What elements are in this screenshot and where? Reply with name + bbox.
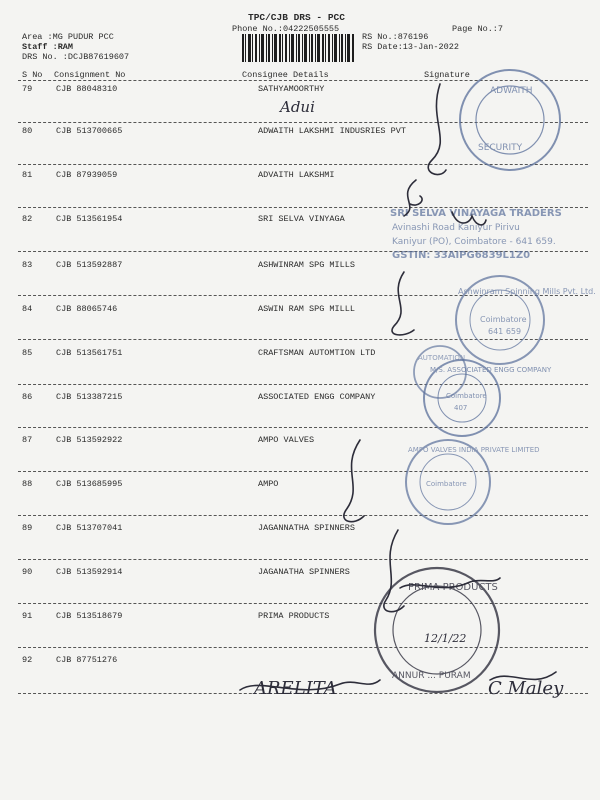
- row-divider: [18, 207, 588, 208]
- table-row: [0, 214, 600, 228]
- ashwinram-stamp-line1: Ashwinram Spinning Mills Pvt. Ltd.: [458, 287, 596, 296]
- row-consignment: CJB 513592887: [56, 260, 123, 270]
- row-consignment: CJB 513700665: [56, 126, 123, 136]
- signature-row81: [404, 180, 422, 216]
- barcode: [242, 34, 354, 62]
- selva-stamp-line3: Kaniyur (PO), Coimbatore - 641 659.: [392, 237, 556, 247]
- associated-stamp-line2: Coimbatore: [446, 392, 487, 400]
- row-sno: 85: [22, 348, 33, 358]
- row-sno: 91: [22, 611, 33, 621]
- row-divider: [18, 471, 588, 472]
- table-row: [0, 479, 600, 493]
- handwriting-row92-left: ARELITA: [254, 678, 337, 699]
- page-number: Page No.:7: [452, 24, 504, 34]
- row-divider: [18, 122, 588, 123]
- table-row: [0, 392, 600, 406]
- row-divider: [18, 693, 588, 694]
- associated-stamp-line3: 407: [454, 404, 468, 412]
- selva-stamp-line2: Avinashi Road Kaniyur Pirivu: [392, 223, 520, 233]
- row-divider: [18, 559, 588, 560]
- row-divider: [18, 295, 588, 296]
- row-consignee: ADWAITH LAKSHMI INDUSRIES PVT: [258, 126, 406, 136]
- row-consignee: PRIMA PRODUCTS: [258, 611, 330, 621]
- row-divider: [18, 647, 588, 648]
- row-consignment: CJB 513387215: [56, 392, 123, 402]
- row-consignee: CRAFTSMAN AUTOMTION LTD: [258, 348, 376, 358]
- row-consignment: CJB 513707041: [56, 523, 123, 533]
- area-label: Area :MG PUDUR PCC: [22, 32, 114, 42]
- row-consignee: ASWIN RAM SPG MILLL: [258, 304, 355, 314]
- prima-products-stamp: [375, 568, 499, 692]
- column-header-consignment: Consignment No: [54, 70, 126, 80]
- row-divider: [18, 515, 588, 516]
- rs-date: RS Date:13-Jan-2022: [362, 42, 459, 52]
- row-divider: [18, 384, 588, 385]
- row-consignee: AMPO: [258, 479, 279, 489]
- ampo-stamp-text: AMPO VALVES INDIA PRIVATE LIMITED: [408, 446, 540, 454]
- row-sno: 92: [22, 655, 33, 665]
- row-consignee: ADVAITH LAKSHMI: [258, 170, 335, 180]
- column-header-signature: Signature: [424, 70, 470, 80]
- table-row: [0, 611, 600, 625]
- row-consignment: CJB 513561954: [56, 214, 123, 224]
- table-row: [0, 260, 600, 274]
- craftsman-stamp-text: AUTOMATION: [418, 354, 466, 362]
- table-row: [0, 523, 600, 537]
- ampo-stamp-city: Coimbatore: [426, 480, 467, 488]
- row-consignment: CJB 513561751: [56, 348, 123, 358]
- prima-stamp-place: ANNUR ... PURAM: [392, 671, 471, 681]
- row-consignee: ASSOCIATED ENGG COMPANY: [258, 392, 376, 402]
- ashwinram-stamp-line3: 641 659: [488, 327, 522, 336]
- sheet-title: TPC/CJB DRS - PCC: [248, 12, 345, 23]
- row-sno: 81: [22, 170, 33, 180]
- row-consignment: CJB 513592922: [56, 435, 123, 445]
- row-consignee: ASHWINRAM SPG MILLS: [258, 260, 355, 270]
- row-consignment: CJB 513592914: [56, 567, 123, 577]
- table-row: [0, 655, 600, 669]
- phone-number: Phone No.:04222505555: [232, 24, 340, 34]
- row-sno: 87: [22, 435, 33, 445]
- security-stamp-text: SECURITY: [478, 143, 523, 153]
- row-consignee: AMPO VALVES: [258, 435, 315, 445]
- row-sno: 79: [22, 84, 33, 94]
- row-sno: 84: [22, 304, 33, 314]
- table-row: [0, 170, 600, 184]
- signature-row92-right: [490, 672, 556, 680]
- row-consignment: CJB 513518679: [56, 611, 123, 621]
- table-row: [0, 304, 600, 318]
- selva-stamp-gstin: GSTIN: 33AIPG6839L1Z0: [392, 250, 531, 261]
- row-divider: [18, 603, 588, 604]
- row-sno: 90: [22, 567, 33, 577]
- row-consignee: SATHYAMOORTHY: [258, 84, 325, 94]
- rs-number: RS No.:876196: [362, 32, 429, 42]
- column-header-consignee: Consignee Details: [242, 70, 329, 80]
- row-sno: 80: [22, 126, 33, 136]
- row-consignment: CJB 87939059: [56, 170, 118, 180]
- row-divider: [18, 427, 588, 428]
- column-header-sno: S No: [22, 70, 43, 80]
- drs-number: DRS No. :DCJB87619607: [22, 52, 130, 62]
- row-sno: 83: [22, 260, 33, 270]
- signature-row92-left: [240, 680, 380, 690]
- ashwinram-stamp-line2: Coimbatore: [480, 315, 527, 324]
- row-sno: 89: [22, 523, 33, 533]
- row-divider: [18, 164, 588, 165]
- row-consignee: JAGANATHA SPINNERS: [258, 567, 350, 577]
- adwaith-stamp-text: ADWAITH: [490, 86, 533, 96]
- row-sno: 82: [22, 214, 33, 224]
- table-row: [0, 567, 600, 581]
- handwriting-row91-date: 12/1/22: [424, 632, 467, 645]
- header-divider: [18, 80, 588, 81]
- row-sno: 88: [22, 479, 33, 489]
- row-consignee: SRI SELVA VINYAGA: [258, 214, 345, 224]
- row-divider: [18, 251, 588, 252]
- row-sno: 86: [22, 392, 33, 402]
- table-row: [0, 348, 600, 362]
- row-consignment: CJB 513685995: [56, 479, 123, 489]
- table-row: [0, 435, 600, 449]
- prima-stamp-text: PRIMA PRODUCTS: [408, 582, 498, 593]
- handwriting-row92-right: C Maley: [488, 678, 564, 699]
- handwriting-row79: Adui: [280, 98, 315, 116]
- staff-label: Staff :RAM: [22, 42, 74, 52]
- row-consignee: JAGANNATHA SPINNERS: [258, 523, 355, 533]
- selva-stamp-line1: SRI SELVA VINAYAGA TRADERS: [390, 208, 562, 219]
- table-row: [0, 84, 600, 98]
- row-consignment: CJB 88048310: [56, 84, 118, 94]
- associated-stamp-line1: M/S. ASSOCIATED ENGG COMPANY: [430, 366, 552, 374]
- table-row: [0, 126, 600, 140]
- row-consignment: CJB 87751276: [56, 655, 118, 665]
- row-divider: [18, 339, 588, 340]
- row-consignment: CJB 88065746: [56, 304, 118, 314]
